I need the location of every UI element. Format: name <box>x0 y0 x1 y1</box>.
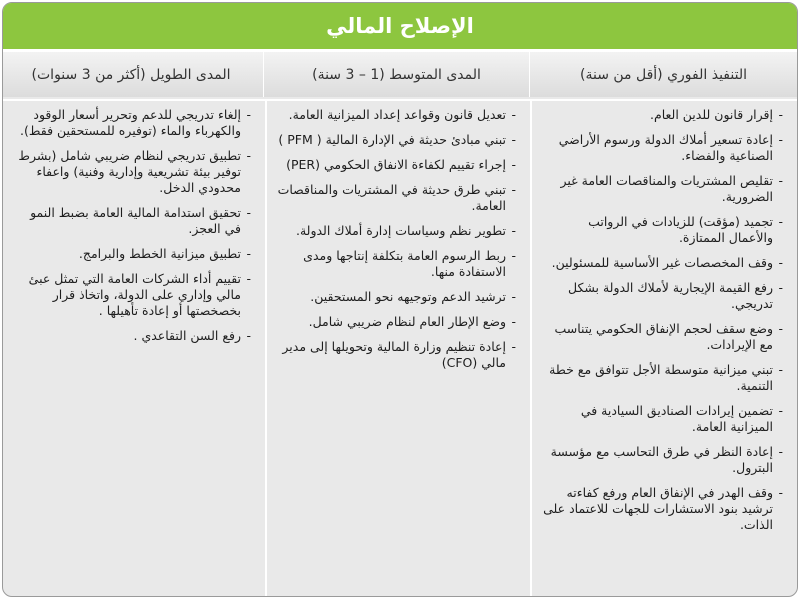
bullet-dash: - <box>778 280 783 295</box>
bullet-dash: - <box>511 314 516 329</box>
column-headers <box>3 52 797 97</box>
bullet-dash: - <box>778 173 783 188</box>
list-item-text: تقليص المشتريات والمناقصات العامة غير الضرورية. <box>560 173 773 204</box>
bullet-dash: - <box>778 444 783 459</box>
list-item <box>11 246 251 262</box>
list-item-text: وقف المخصصات غير الأساسية للمسئولين. <box>551 255 773 270</box>
list-item <box>277 132 516 148</box>
list-item-text: ربط الرسوم العامة بتكلفة إنتاجها ومدى الاستفادة منها. <box>303 248 506 279</box>
list-item-text: تعديل قانون وقواعد إعداد الميزانية العامة. <box>288 107 506 122</box>
reform-table <box>2 2 798 597</box>
list-item-text: إعادة النظر في طرق التحاسب مع مؤسسة البترول. <box>550 444 773 475</box>
header-medium-term: المدى المتوسط (1 – 3 سنة) <box>263 52 529 97</box>
column-medium-term <box>265 101 530 597</box>
list-item-text: تطبيق ميزانية الخطط والبرامج. <box>78 246 241 261</box>
list-item-text: تبني ميزانية متوسطة الأجل تتوافق مع خطة التنمية. <box>549 362 773 393</box>
table-body <box>3 99 797 597</box>
list-item <box>542 255 783 271</box>
list-item <box>542 321 783 353</box>
list-item <box>542 173 783 205</box>
list-item <box>11 328 251 344</box>
list-item <box>277 289 516 305</box>
list-item <box>542 214 783 246</box>
list-item <box>277 182 516 214</box>
bullet-dash: - <box>778 107 783 122</box>
list-item-text: إلغاء تدريجي للدعم وتحرير أسعار الوقود والكهرباء والماء (توفيره للمستحقين فقط). <box>20 107 241 138</box>
bullet-dash: - <box>511 289 516 304</box>
bullet-dash: - <box>511 132 516 147</box>
bullet-dash: - <box>246 328 251 343</box>
list-item-text: وقف الهدر في الإنفاق العام ورفع كفاءته ترشيد بنود الاستشارات للجهات للاعتماد على الذات. <box>543 485 773 532</box>
list-item <box>277 339 516 371</box>
list-item <box>542 280 783 312</box>
list-item <box>11 107 251 139</box>
list-item-text: تبني مبادئ حديثة في الإدارة المالية ( PFM ) <box>278 132 506 147</box>
bullet-dash: - <box>778 321 783 336</box>
list-item-text: تطوير نظم وسياسات إدارة أملاك الدولة. <box>295 223 506 238</box>
bullet-dash: - <box>778 403 783 418</box>
bullet-dash: - <box>246 205 251 220</box>
list-item-text: وضع الإطار العام لنظام ضريبي شامل. <box>308 314 506 329</box>
list-item <box>542 403 783 435</box>
title-bar <box>3 3 797 52</box>
bullet-dash: - <box>246 107 251 122</box>
list-item <box>277 314 516 330</box>
list-item <box>542 444 783 476</box>
bullet-dash: - <box>511 107 516 122</box>
list-item-text: إقرار قانون للدين العام. <box>649 107 773 122</box>
item-list <box>11 107 251 344</box>
list-item <box>277 107 516 123</box>
list-item-text: ترشيد الدعم وتوجيهه نحو المستحقين. <box>310 289 506 304</box>
bullet-dash: - <box>778 485 783 500</box>
bullet-dash: - <box>778 132 783 147</box>
bullet-dash: - <box>511 157 516 172</box>
list-item <box>277 248 516 280</box>
bullet-dash: - <box>511 248 516 263</box>
list-item <box>542 132 783 164</box>
list-item-text: تجميد (مؤقت) للزيادات في الرواتب والأعمال الممتازة. <box>588 214 773 245</box>
list-item-text: تضمين إيرادات الصناديق السيادية في الميزانية العامة. <box>580 403 773 434</box>
list-item <box>277 223 516 239</box>
list-item-text: رفع السن التقاعدي . <box>133 328 241 343</box>
list-item-text: تقييم أداء الشركات العامة التي تمثل عبئ مالي وإداري على الدولة، واتخاذ قرار بخصخصتها أو إعادة تأهيلها . <box>28 271 241 318</box>
list-item <box>11 205 251 237</box>
list-item <box>11 271 251 319</box>
list-item-text: إعادة تنظيم وزارة المالية وتحويلها إلى مدير مالي (CFO) <box>282 339 506 370</box>
bullet-dash: - <box>246 271 251 286</box>
bullet-dash: - <box>511 182 516 197</box>
list-item-text: إعادة تسعير أملاك الدولة ورسوم الأراضي الصناعية والفضاء. <box>558 132 773 163</box>
list-item <box>542 107 783 123</box>
table-title: الإصلاح المالي <box>326 14 474 38</box>
bullet-dash: - <box>246 148 251 163</box>
header-long-term: المدى الطويل (أكثر من 3 سنوات) <box>2 52 263 97</box>
header-immediate: التنفيذ الفوري (أقل من سنة) <box>529 52 797 97</box>
column-immediate <box>530 101 797 597</box>
list-item <box>11 148 251 196</box>
list-item <box>277 157 516 173</box>
list-item-text: تحقيق استدامة المالية العامة بضبط النمو في العجز. <box>30 205 241 236</box>
item-list <box>277 107 516 371</box>
list-item <box>542 485 783 533</box>
bullet-dash: - <box>778 214 783 229</box>
bullet-dash: - <box>778 362 783 377</box>
list-item-text: إجراء تقييم لكفاءة الانفاق الحكومي (PER) <box>286 157 506 172</box>
list-item-text: وضع سقف لحجم الإنفاق الحكومي يتناسب مع الإيرادات. <box>554 321 773 352</box>
list-item <box>542 362 783 394</box>
bullet-dash: - <box>778 255 783 270</box>
list-item-text: تبني طرق حديثة في المشتريات والمناقصات العامة. <box>277 182 506 213</box>
bullet-dash: - <box>246 246 251 261</box>
list-item-text: تطبيق تدريجي لنظام ضريبي شامل (بشرط توفير بيئة تشريعية وإدارية وفنية) واعفاء محدودي الدخل. <box>18 148 241 195</box>
bullet-dash: - <box>511 339 516 354</box>
list-item-text: رفع القيمة الإيجارية لأملاك الدولة بشكل تدريجي. <box>568 280 773 311</box>
column-long-term <box>2 101 265 597</box>
item-list <box>542 107 783 533</box>
bullet-dash: - <box>511 223 516 238</box>
